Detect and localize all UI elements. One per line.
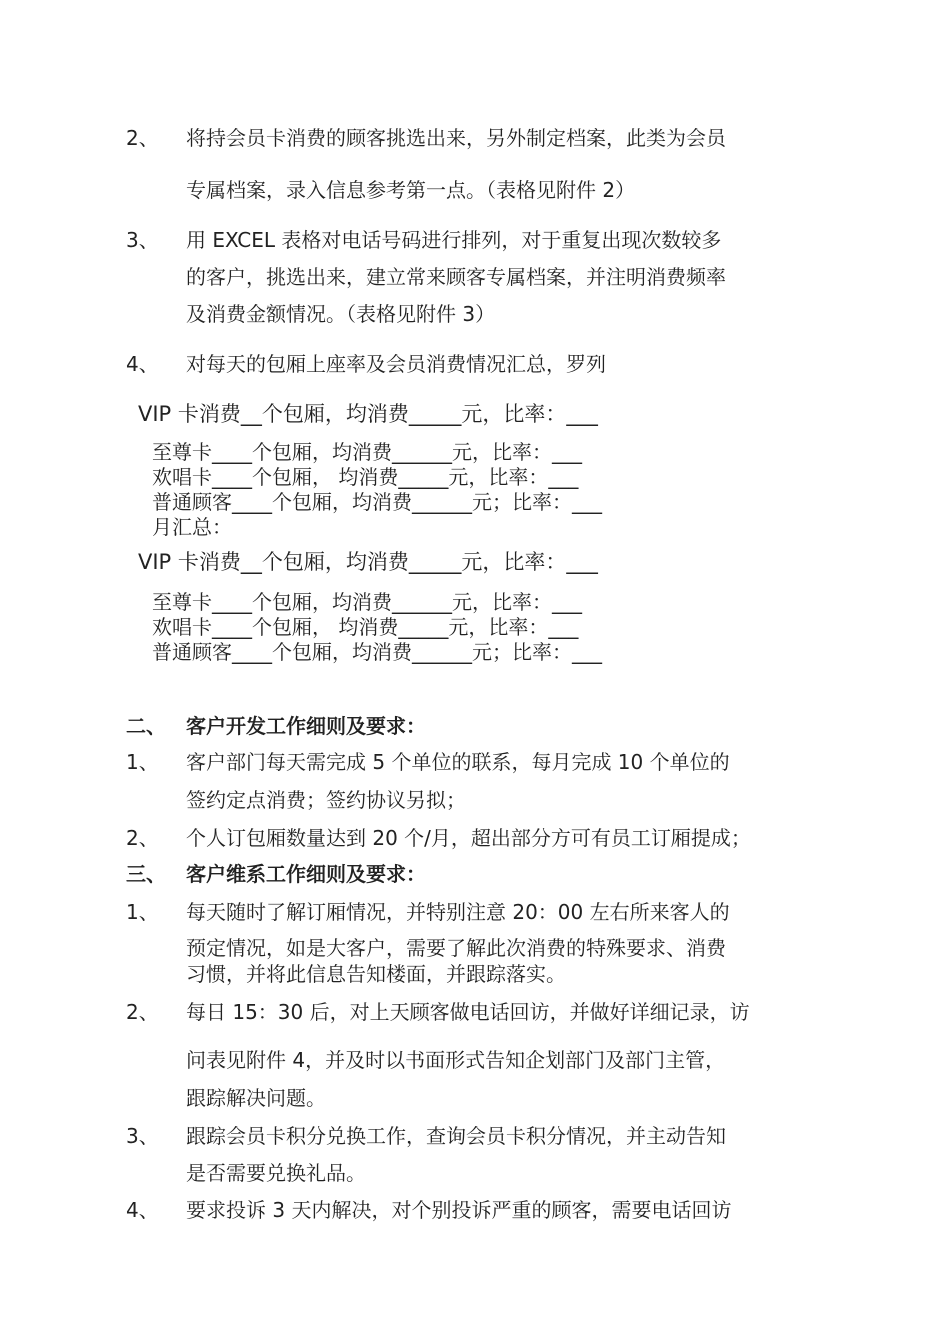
item-text-line: 客户部门每天需完成 5 个单位的联系，每月完成 10 个单位的 — [186, 750, 730, 774]
section-number: 二、 — [126, 714, 166, 738]
item-text-line: 用 EXCEL 表格对电话号码进行排列，对于重复出现次数较多 — [186, 228, 722, 252]
stat-huanchang-monthly: 欢唱卡____个包厢， 均消费_____元，比率：___ — [152, 615, 579, 639]
item-text-line: 专属档案，录入信息参考第一点。（表格见附件 2） — [186, 178, 636, 202]
item-number: 1、 — [126, 750, 159, 774]
item-text-line: 习惯，并将此信息告知楼面，并跟踪落实。 — [186, 962, 566, 986]
item-number: 4、 — [126, 352, 159, 376]
section-title: 客户开发工作细则及要求： — [186, 714, 426, 738]
item-number: 2、 — [126, 1000, 159, 1024]
stat-zhizun-monthly: 至尊卡____个包厢，均消费______元，比率：___ — [152, 590, 582, 614]
stat-zhizun-daily: 至尊卡____个包厢，均消费______元，比率：___ — [152, 440, 582, 464]
item-text-line: 预定情况，如是大客户，需要了解此次消费的特殊要求、消费 — [186, 936, 726, 960]
month-summary-label: 月汇总： — [152, 515, 232, 539]
item-text-line: 对每天的包厢上座率及会员消费情况汇总，罗列 — [186, 352, 606, 376]
item-text-line: 要求投诉 3 天内解决，对个别投诉严重的顾客，需要电话回访 — [186, 1198, 732, 1222]
item-text-line: 将持会员卡消费的顾客挑选出来，另外制定档案，此类为会员 — [186, 126, 726, 150]
item-number: 2、 — [126, 126, 159, 150]
item-number: 4、 — [126, 1198, 159, 1222]
item-number: 3、 — [126, 228, 159, 252]
item-text-line: 是否需要兑换礼品。 — [186, 1161, 366, 1185]
item-text-line: 及消费金额情况。（表格见附件 3） — [186, 302, 496, 326]
item-text-line: 跟踪会员卡积分兑换工作，查询会员卡积分情况，并主动告知 — [186, 1124, 726, 1148]
item-text-line: 个人订包厢数量达到 20 个/月，超出部分方可有员工订厢提成； — [186, 826, 751, 850]
item-text-line: 的客户，挑选出来，建立常来顾客专属档案，并注明消费频率 — [186, 265, 726, 289]
section-number: 三、 — [126, 862, 166, 886]
item-text-line: 跟踪解决问题。 — [186, 1086, 326, 1110]
item-text-line: 签约定点消费；签约协议另拟； — [186, 788, 466, 812]
item-text-line: 每日 15：30 后，对上天顾客做电话回访，并做好详细记录，访 — [186, 1000, 750, 1024]
item-text-line: 问表见附件 4，并及时以书面形式告知企划部门及部门主管， — [186, 1048, 726, 1072]
item-number: 3、 — [126, 1124, 159, 1148]
section-title: 客户维系工作细则及要求： — [186, 862, 426, 886]
item-number: 2、 — [126, 826, 159, 850]
stat-huanchang-daily: 欢唱卡____个包厢， 均消费_____元，比率：___ — [152, 465, 579, 489]
item-number: 1、 — [126, 900, 159, 924]
stat-vip-monthly: VIP 卡消费__个包厢，均消费_____元，比率：___ — [138, 550, 598, 574]
item-text-line: 每天随时了解订厢情况，并特别注意 20：00 左右所来客人的 — [186, 900, 730, 924]
stat-putong-daily: 普通顾客____个包厢，均消费______元；比率：___ — [152, 490, 602, 514]
stat-vip-daily: VIP 卡消费__个包厢，均消费_____元，比率：___ — [138, 402, 598, 426]
stat-putong-monthly: 普通顾客____个包厢，均消费______元；比率：___ — [152, 640, 602, 664]
